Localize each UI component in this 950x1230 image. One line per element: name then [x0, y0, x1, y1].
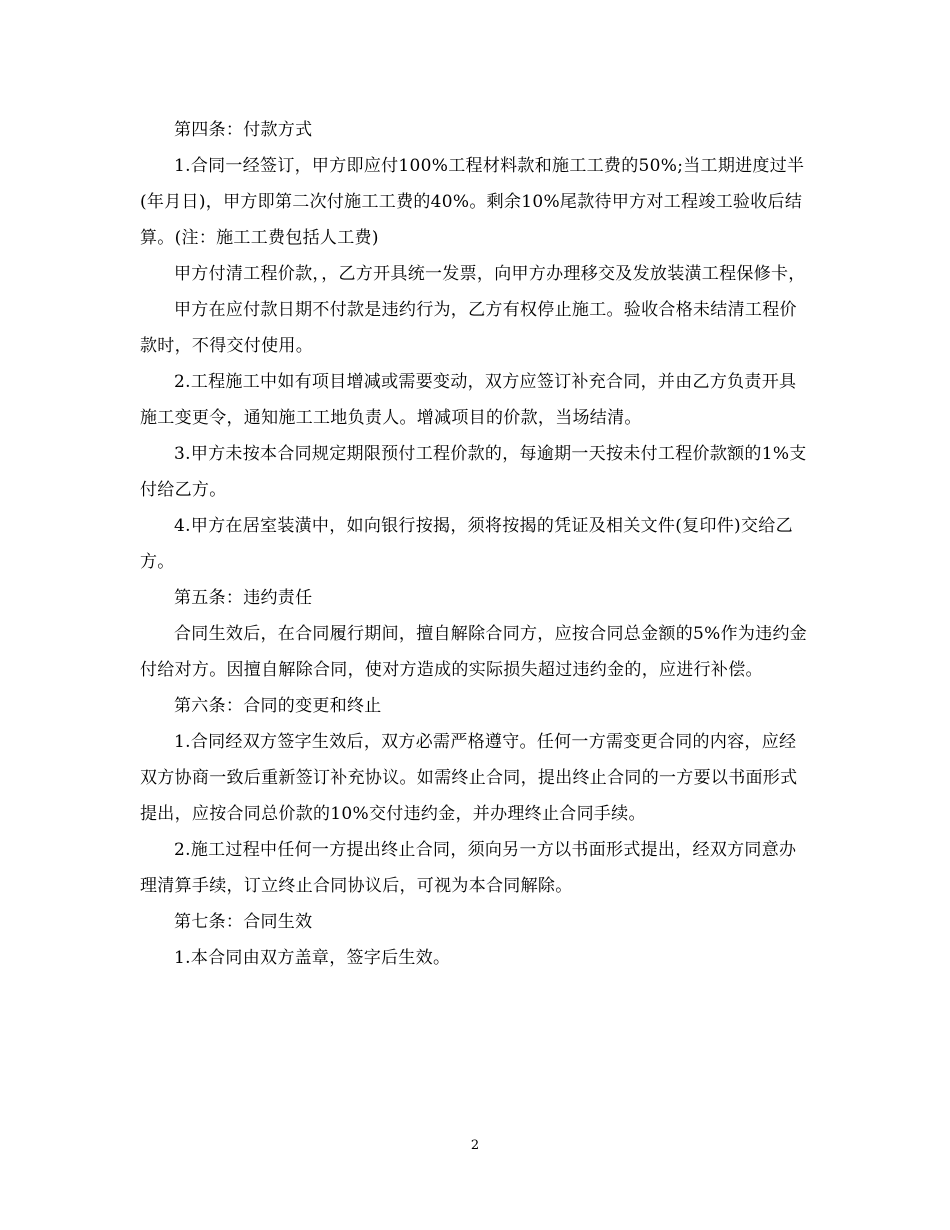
clause-contract-effective: 1.本合同由双方盖章，签字后生效。 [174, 948, 451, 968]
clause-change-order: 2.工程施工中如有项目增减或需要变动，双方应签订补充合同，并由乙方负责开具施工变更令，通知施工工地负责人。增减项目的价款，当场结清。 [140, 372, 797, 428]
clause-mortgage-documents: 4.甲方在居室装潢中，如向银行按揭，须将按揭的凭证及相关文件(复印件)交给乙方。 [140, 516, 793, 572]
document-body [140, 112, 810, 976]
section-heading-article-4: 第四条：付款方式 [174, 120, 313, 140]
clause-late-prepayment-penalty: 3.甲方未按本合同规定期限预付工程价款的，每逾期一天按未付工程价款额的1%支付给乙方。 [140, 444, 807, 500]
section-heading-article-6: 第六条：合同的变更和终止 [174, 696, 382, 716]
section-heading-article-7: 第七条：合同生效 [174, 912, 313, 932]
clause-contract-termination: 2.施工过程中任何一方提出终止合同，须向另一方以书面形式提出，经双方同意办理清算手续，订立终止合同协议后，可视为本合同解除。 [140, 840, 797, 896]
clause-late-payment-default: 甲方在应付款日期不付款是违约行为，乙方有权停止施工。验收合格未结清工程价款时，不得交付使用。 [140, 300, 797, 356]
section-heading-article-5: 第五条：违约责任 [174, 588, 313, 608]
page-number: 2 [470, 1138, 480, 1153]
clause-contract-change: 1.合同经双方签字生效后，双方必需严格遵守。任何一方需变更合同的内容，应经双方协商一致后重新签订补充协议。如需终止合同，提出终止合同的一方要以书面形式提出，应按合同总价款的10%交付违约金，并办理终止合同手续。 [140, 732, 798, 824]
clause-payment-schedule: 1.合同一经签订，甲方即应付100%工程材料款和施工工费的50%;当工期进度过半(年月日)，甲方即第二次付施工工费的40%。剩余10%尾款待甲方对工程竣工验收后结算。(注：施工工费包括人工费) [140, 156, 805, 248]
clause-breach-liability: 合同生效后，在合同履行期间，擅自解除合同方，应按合同总金额的5%作为违约金付给对方。因擅自解除合同，使对方造成的实际损失超过违约金的，应进行补偿。 [140, 624, 808, 680]
clause-invoice-warranty-card: 甲方付清工程价款，，乙方开具统一发票，向甲方办理移交及发放装潢工程保修卡， [174, 264, 806, 284]
